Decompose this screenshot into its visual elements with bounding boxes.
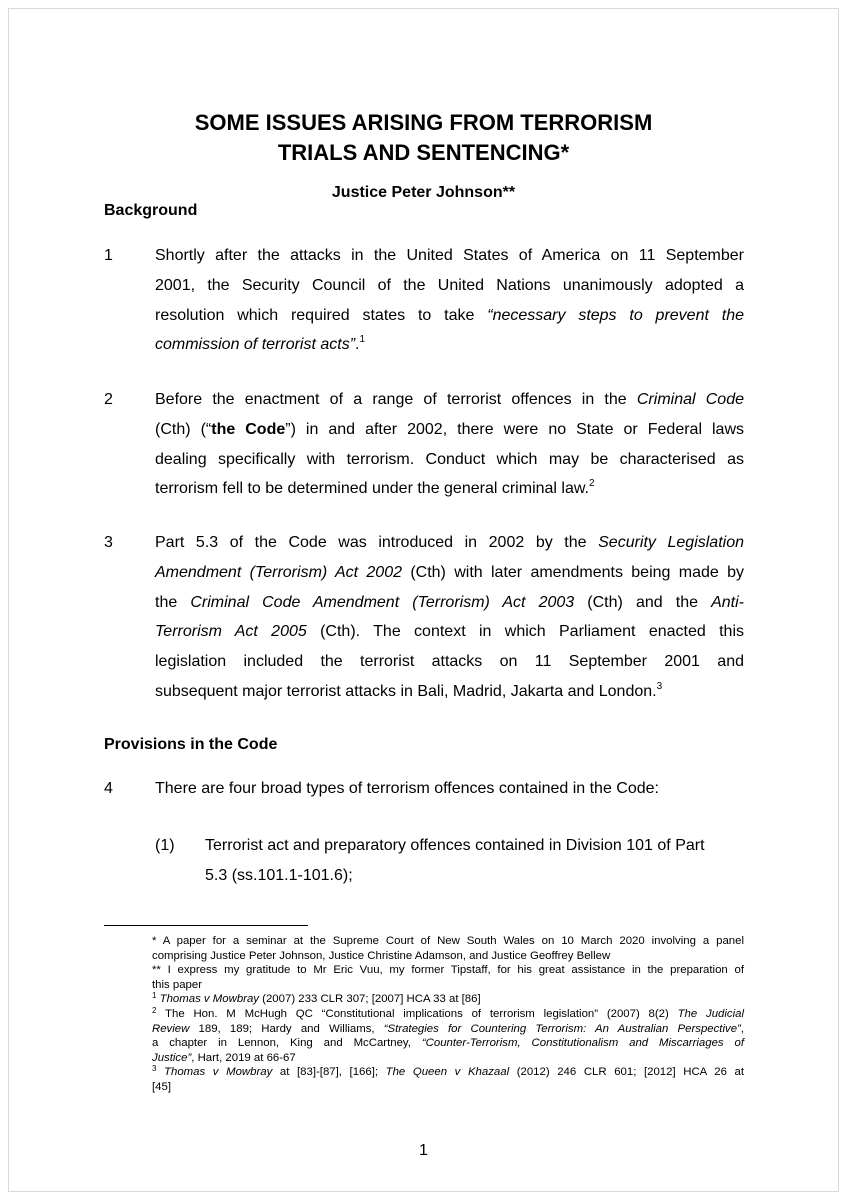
- paragraph-line: Terrorism Act 2005 (Cth). The context in which Parliament enacted this: [155, 623, 744, 641]
- statute-title: Criminal Code Amendment (Terrorism) Act 2003: [190, 593, 575, 611]
- paragraph-line: 5.3 (ss.101.1-101.6);: [205, 866, 353, 884]
- footnote-double-star: ** I express my gratitude to Mr Eric Vuu, my former Tipstaff, for his great assistance in the preparation of: [152, 964, 744, 977]
- paragraph-number: 3: [104, 534, 113, 551]
- paragraph-line: (Cth) (“the Code”) in and after 2002, there were no State or Federal laws: [155, 420, 745, 438]
- paragraph-1: [104, 241, 744, 360]
- sub-paragraph-number: (1): [155, 837, 175, 854]
- footnote-3: $^3$ Thomas v Mowbray at [83]-[87], [166]; The Queen v Khazaal (2012) 246 CLR 601; [2012] HCA 26 at: [152, 1064, 745, 1079]
- paragraph-line: subsequent major terrorist attacks in Bali, Madrid, Jakarta and London.$^3$: [155, 680, 663, 700]
- page-number: 1: [419, 1142, 428, 1159]
- author-name: Justice Peter Johnson**: [331, 184, 516, 201]
- footnote-2-cont: Review 189, 189; Hardy and Williams, “Strategies for Countering Terrorism: An Australian Perspective”,: [152, 1022, 744, 1035]
- footnote-2-cont: Justice”, Hart, 2019 at 66-67: [152, 1051, 296, 1064]
- quote-italic: commission of terrorist acts”: [155, 336, 356, 354]
- statute-title: Terrorism Act 2005: [155, 623, 307, 641]
- paragraph-line: resolution which required states to take “necessary steps to prevent the: [155, 306, 744, 324]
- heading-background: Background: [104, 202, 198, 219]
- footnotes: [152, 934, 744, 1095]
- paragraph-line: terrorism fell to be determined under the general criminal law.$^2$: [155, 478, 595, 498]
- paragraph-line: There are four broad types of terrorism offences contained in the Code:: [155, 780, 659, 797]
- heading-provisions: Provisions in the Code: [104, 736, 278, 753]
- statute-title: Amendment (Terrorism) Act 2002: [155, 563, 402, 581]
- footnote-separator: [104, 925, 308, 926]
- paragraph-number: 1: [104, 247, 113, 264]
- footnote-ref-2[interactable]: 2: [588, 478, 595, 490]
- title-line-1: SOME ISSUES ARISING FROM TERRORISM: [194, 110, 653, 135]
- paragraph-line: the Criminal Code Amendment (Terrorism) Act 2003 (Cth) and the Anti-: [155, 593, 744, 611]
- footnote-3-cont: [45]: [152, 1080, 171, 1093]
- footnote-2-cont: a chapter in Lennon, King and McCartney, “Counter-Terrorism, Constitutionalism and Miscarriages of: [152, 1037, 744, 1050]
- footnote-star: * A paper for a seminar at the Supreme Court of New South Wales on 10 March 2020 involving a panel: [152, 935, 744, 947]
- footnote-star: comprising Justice Peter Johnson, Justice Christine Adamson, and Justice Geoffrey Bellew: [152, 949, 611, 962]
- paragraph-line: Amendment (Terrorism) Act 2002 (Cth) with later amendments being made by: [155, 563, 745, 581]
- paragraph-2: [104, 385, 744, 504]
- footnote-2: $^2$ The Hon. M McHugh QC “Constitutional implications of terrorism legislation” (2007) 8(2) The Judicial: [152, 1005, 744, 1020]
- paragraph-line: Before the enactment of a range of terrorist offences in the Criminal Code: [155, 391, 744, 408]
- paragraph-line: Part 5.3 of the Code was introduced in 2002 by the Security Legislation: [155, 534, 744, 551]
- paragraph-line: Terrorist act and preparatory offences contained in Division 101 of Part: [205, 837, 705, 854]
- paragraph-4: [104, 774, 744, 804]
- paragraph-line: legislation included the terrorist attacks on 11 September 2001 and: [155, 653, 744, 671]
- paragraph-3: [104, 528, 744, 707]
- footnote-ref-3[interactable]: 3: [656, 680, 663, 692]
- document-title: [0, 108, 847, 168]
- paragraph-number: 4: [104, 780, 113, 797]
- sub-paragraph-1: [155, 831, 744, 891]
- statute-title: Security Legislation: [598, 534, 744, 551]
- paragraph-line: Shortly after the attacks in the United States of America on 11 September: [155, 247, 744, 264]
- footnote-ref-1[interactable]: 1: [359, 334, 366, 346]
- defined-term: the Code: [211, 420, 286, 438]
- statute-title: Criminal Code: [636, 391, 744, 408]
- title-line-2: TRIALS AND SENTENCING*: [277, 140, 570, 165]
- statute-title: Anti-: [711, 593, 744, 611]
- paragraph-line: commission of terrorist acts”.$^1$: [155, 334, 366, 354]
- footnote-double-star: this paper: [152, 978, 203, 991]
- paragraph-line: 2001, the Security Council of the United Nations unanimously adopted a: [155, 276, 744, 294]
- quote-italic: “necessary steps to prevent the: [487, 306, 744, 324]
- footnote-1: $^1$ Thomas v Mowbray (2007) 233 CLR 307; [2007] HCA 33 at [86]: [152, 991, 481, 1006]
- paragraph-number: 2: [104, 391, 113, 408]
- paragraph-line: dealing specifically with terrorism. Conduct which may be characterised as: [155, 450, 744, 468]
